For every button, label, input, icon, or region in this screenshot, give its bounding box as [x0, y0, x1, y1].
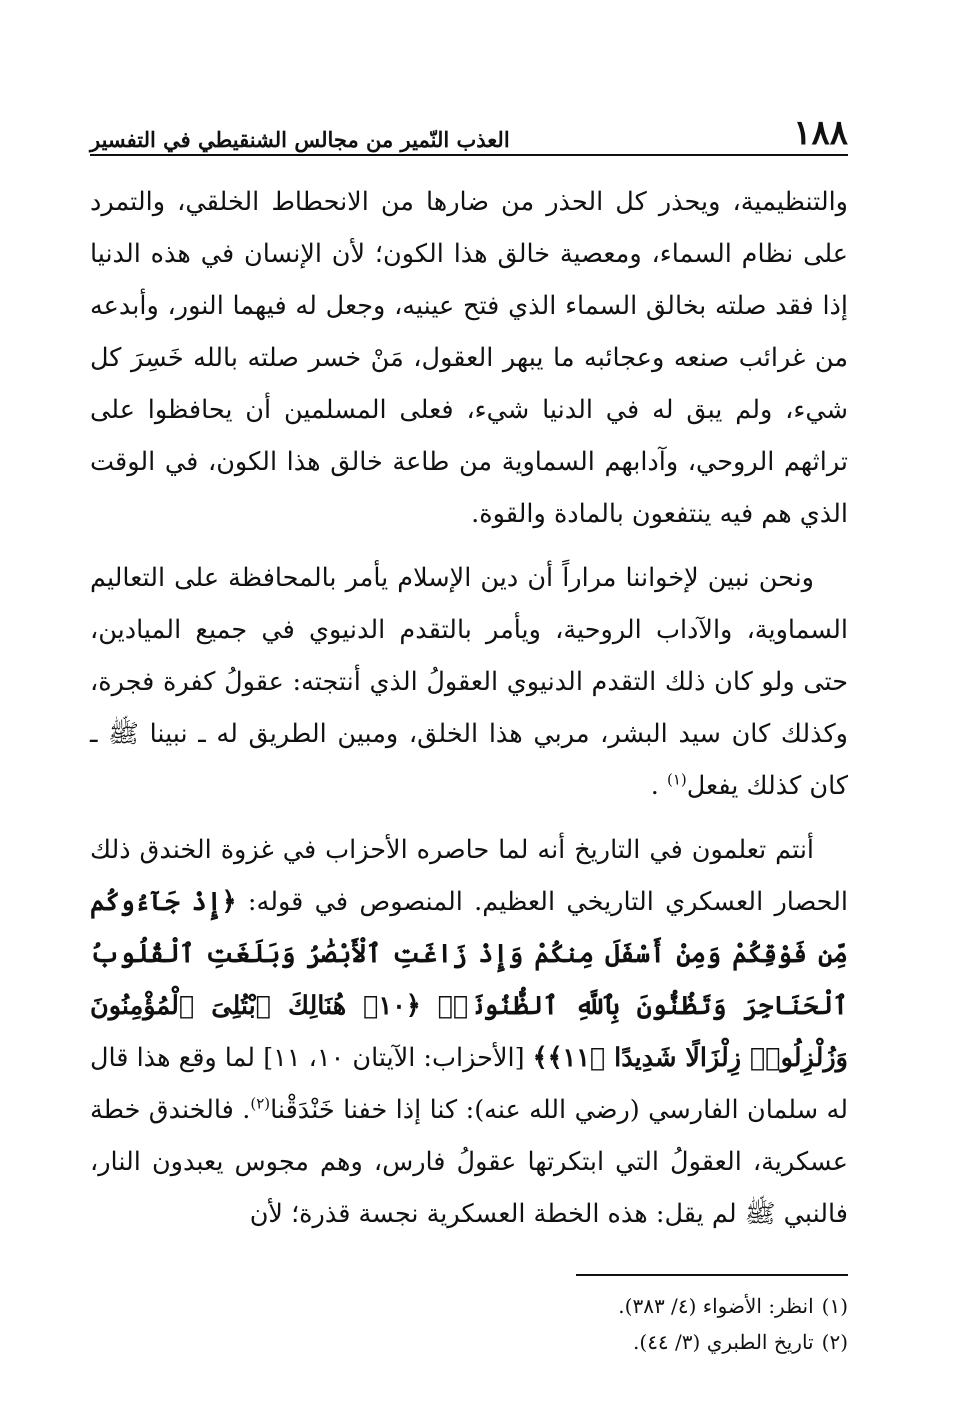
- paragraph-1: [90, 176, 848, 540]
- footnote-2: [90, 1324, 848, 1360]
- text-segment: والتنظيمية، ويحذر كل الحذر من ضارها من الانحطاط الخلقي، والتمرد على نظام السماء، ومعصية خالق هذا الكون؛ لأن الإنسان في هذه الدنيا إذا فقد صلته بخالق السماء الذي فتح عينيه، وجعل له فيهما النور، وأبدعه من غرائب صنعه وعجائبه ما يبهر العقول، مَنْ خسر صلته بالله خَسِرَ كل شيء، ولم يبق له في الدنيا شيء، فعلى المسلمين أن يحافظوا على تراثهم الروحي، وآدابهم السماوية من طاعة خالق هذا الكون، في الوقت الذي هم فيه ينتفعون بالمادة والقوة.: [90, 187, 848, 529]
- book-page: [90, 112, 848, 1360]
- text-segment: .: [650, 771, 667, 801]
- footnote-ref-1[interactable]: (١): [666, 770, 687, 789]
- footnote-1: [90, 1288, 848, 1324]
- paragraph-2: [90, 552, 848, 812]
- text-segment: أنتم تعلمون في التاريخ أنه لما حاصره الأحزاب في غزوة الخندق ذلك الحصار العسكري التاريخي العظيم. المنصوص في قوله:: [90, 835, 848, 917]
- footnote-separator: [576, 1274, 848, 1276]
- footnote-number: (١): [821, 1294, 848, 1318]
- paragraph-3: [90, 824, 848, 1240]
- text-segment: . فالخندق خطة عسكرية، العقولُ التي ابتكرتها عقولُ فارس، وهم مجوس يعبدون النار، فالنبي ﷺ لم يقل: هذه الخطة العسكرية نجسة قذرة؛ لأن: [90, 1095, 848, 1229]
- footnotes: [90, 1288, 848, 1360]
- footnote-number: (٢): [821, 1330, 848, 1354]
- page-header: [90, 112, 848, 156]
- quran-verse: ﴿إِذْ جَآءُوكُم مِّن فَوْقِكُمْ وَمِنْ أَسْفَلَ مِنكُمْ وَإِذْ زَاغَتِ ٱلْأَبْصَٰرُ وَبَلَغَتِ ٱلْقُلُوبُ ٱلْحَنَاجِرَ وَتَظُنُّونَ بِٱللَّهِ ٱلظُّنُونَا۠ ﴿١٠﴾ هُنَالِكَ ٱبْتُلِىَ ٱلْمُؤْمِنُونَ وَزُلْزِلُوا۟ زِلْزَالًا شَدِيدًا ﴿١١﴾﴾: [90, 887, 848, 1073]
- body-text: [90, 176, 848, 1240]
- footnote-text: انظر: الأضواء (٤/ ٣٨٣).: [618, 1294, 814, 1318]
- footnote-ref-2[interactable]: (٢): [250, 1094, 271, 1113]
- page-number: ١٨٨: [793, 113, 848, 153]
- text-segment: ونحن نبين لإخواننا مراراً أن دين الإسلام يأمر بالمحافظة على التعاليم السماوية، والآداب الروحية، ويأمر بالتقدم الدنيوي في جميع الميادين، حتى ولو كان ذلك التقدم الدنيوي العقولُ الذي أنتجته: عقولُ كفرة فجرة، وكذلك كان سيد البشر، مربي هذا الخلق، ومبين الطريق له ـ نبينا ﷺ ـ كان كذلك يفعل: [90, 563, 848, 801]
- text-segment: [الأحزاب: الآيتان ١٠، ١١] لما وقع هذا قال له سلمان الفارسي (رضي الله عنه): كنا إذا خفنا خَنْدَقْنا: [90, 1043, 848, 1125]
- running-title: العذب النّمير من مجالس الشنقيطي في التفسير: [90, 127, 510, 152]
- footnote-text: تاريخ الطبري (٣/ ٤٤).: [633, 1330, 814, 1354]
